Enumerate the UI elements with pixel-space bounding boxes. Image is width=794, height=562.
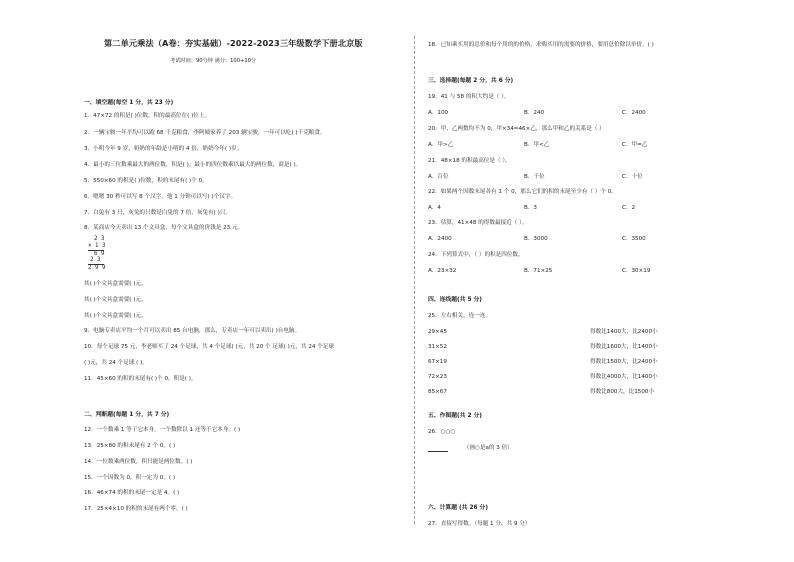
question-18: 18．已知乘买用的总价和每个用的的价格，求购买用的需要的价格，要用总价除以单价。( ) <box>428 42 654 48</box>
match-left-2: 31×52 <box>428 344 447 350</box>
match-left-3: 67×19 <box>428 359 447 365</box>
section-drawing: 五、作图题(共 2 分) <box>428 413 482 419</box>
question-22: 22．如果两个因数末尾各有 1 个 0，那么它们的积的末尾至少有（ ）个 0。 <box>428 189 617 195</box>
match-right-1: 得数比1400大，比2400小 <box>590 329 658 335</box>
vertical-multiplication <box>88 236 105 272</box>
q24-option-b: B．71×25 <box>524 268 553 274</box>
mult-line-3: 6 9 <box>94 250 105 257</box>
question-4: 4．最小的三位数乘最大的两位数，积是( )；最小的四位数乘以最大的两位数，商是( )。 <box>84 162 302 168</box>
q26-hint: （画○是a的 3 倍） <box>463 445 513 451</box>
question-12: 12．一个数乘 1 等于它本身，一个数除以 1 还等于它本身。( ) <box>84 427 241 433</box>
section-calculation: 六、计算题 (共 26 分) <box>428 505 488 511</box>
section-choice: 三、选择题(每题 2 分，共 6 分) <box>428 78 514 84</box>
q23-option-a: A．2400 <box>428 236 452 242</box>
q26-answer-row <box>428 445 513 452</box>
question-8c: 其( )个文具盒需要( )元。 <box>84 313 147 319</box>
answer-blank[interactable] <box>428 446 448 452</box>
q24-option-a: A．23×32 <box>428 268 457 274</box>
q21-option-a: A．百位 <box>428 174 449 180</box>
q20-option-c: C．甲=乙 <box>622 142 648 148</box>
question-26: 26．○○○ <box>428 429 456 435</box>
q19-option-a: A．100 <box>428 110 449 116</box>
question-10a: 10．每个足球 75 元，李老师买了 24 个足球，共 4 个足球( )元，共 20 个 足球( )元，共 24 个足球 <box>84 344 334 350</box>
question-10b: ( )元，共 24 个足球 ( )。 <box>84 360 148 366</box>
q19-option-c: C．2400 <box>622 110 646 116</box>
question-8a: 其( )个文具盒需要( )元。 <box>84 281 147 287</box>
section-matching: 四、连线题(共 5 分) <box>428 297 482 303</box>
q21-option-c: C．十位 <box>622 174 643 180</box>
q20-option-a: A．甲>乙 <box>428 142 454 148</box>
question-5: 5．550×60 的积是( )位数，积的末尾有( )个 0。 <box>84 178 208 184</box>
question-3: 3．小明今年 9 岁，奶奶的年龄是小明的 4 倍，奶奶今年( )岁。 <box>84 146 243 152</box>
question-6: 6．嗯嗯 30 秒可以写 8 个汉字，他 1 分钟可以写( )个汉字。 <box>84 194 237 200</box>
q23-option-b: B．3000 <box>524 236 548 242</box>
q24-option-c: C．30×19 <box>622 268 651 274</box>
match-left-5: 85×67 <box>428 389 447 395</box>
match-right-4: 得数比4000大，比1400小 <box>590 374 658 380</box>
q22-option-c: C．2 <box>622 205 636 211</box>
q23-option-c: C．3500 <box>622 236 646 242</box>
section-judgement: 二、判断题(每题 1 分，共 7 分) <box>84 412 170 418</box>
question-14: 14．一位数乘两位数，积只能是两位数。( ) <box>84 459 193 465</box>
question-8: 8．某商店今天卖出 13 个文具盒，每个文具盒的价钱是 23 元。 <box>84 225 244 231</box>
match-left-1: 29×45 <box>428 329 447 335</box>
q20-option-b: B．甲<乙 <box>524 142 550 148</box>
q21-option-b: B．千位 <box>524 174 545 180</box>
match-right-3: 得数比1500大，比2400小 <box>590 359 658 365</box>
question-16: 16．46×74 的积的末尾一定是 4。( ) <box>84 490 180 496</box>
question-11: 11．45×60 的积的末尾有( )个 0，积是( )。 <box>84 376 197 382</box>
question-15: 15．一个因数为 0，积一定为 0。( ) <box>84 475 176 481</box>
question-19: 19．41 与 58 的积大约是（ ）。 <box>428 94 510 100</box>
page-subtitle: 考试时间：90分钟 满分：100+10分 <box>170 58 257 64</box>
column-divider <box>414 36 415 524</box>
match-right-2: 得数比1600大，比1400小 <box>590 344 658 350</box>
question-17: 17．25×4×10 的积的末尾有两个零。( ) <box>84 506 188 512</box>
q22-option-b: B．3 <box>524 205 537 211</box>
q22-option-a: A．4 <box>428 205 441 211</box>
mult-line-1: 2 3 <box>94 236 105 242</box>
page-title: 第二单元乘法（A卷：夯实基础）-2022-2023三年级数学下册北京版 <box>104 38 363 48</box>
question-7: 7．白兔有 3 只，灰兔的只数是白兔的 7 倍，灰兔有( )只。 <box>84 210 231 216</box>
section-fill-blank: 一、填空题(每空 1 分，共 23 分) <box>84 100 174 106</box>
q19-option-b: B．240 <box>524 110 545 116</box>
question-2: 2．一辆宝骏一年平均可以跑 68 千克粮食，李阿姨家养了 203 辆宝骏，一年可以吃( )千克粮食。 <box>84 130 326 136</box>
question-27: 27．直接写得数。（每题 1 分，共 9 分） <box>428 521 531 527</box>
match-right-5: 得数比800大，比1500小 <box>590 389 655 395</box>
question-9: 9．电脑专卖店平均一个月可以卖出 85 台电脑，那么，专卖店一年可以卖出( )台电脑。 <box>84 328 301 334</box>
question-24: 24．下列算式中，（ ）的积是四位数。 <box>428 252 524 258</box>
question-20: 20．甲、乙两数均不为 0，甲×34=46×乙，那么甲和乙的关系是（ ） <box>428 126 605 132</box>
question-21: 21．48×18 的积最高位是（ ）。 <box>428 158 511 164</box>
mult-line-5: 2 9 9 <box>88 265 106 272</box>
question-25: 25．左右相关，连一连。 <box>428 313 492 319</box>
question-13: 13．25×80 的积末尾有 2 个 0。( ) <box>84 443 176 449</box>
mult-line-4: 2 3 <box>90 257 101 264</box>
question-1: 1．47×72 的积是( )位数，积的最高位在( )位上。 <box>84 113 211 119</box>
mult-line-2: × 1 3 <box>88 242 106 249</box>
match-left-4: 72×23 <box>428 374 447 380</box>
question-8b: 其( )个文具盒需要( )元。 <box>84 297 147 303</box>
question-23: 23．估算，41×48 的得数最接近（ ）。 <box>428 220 528 226</box>
